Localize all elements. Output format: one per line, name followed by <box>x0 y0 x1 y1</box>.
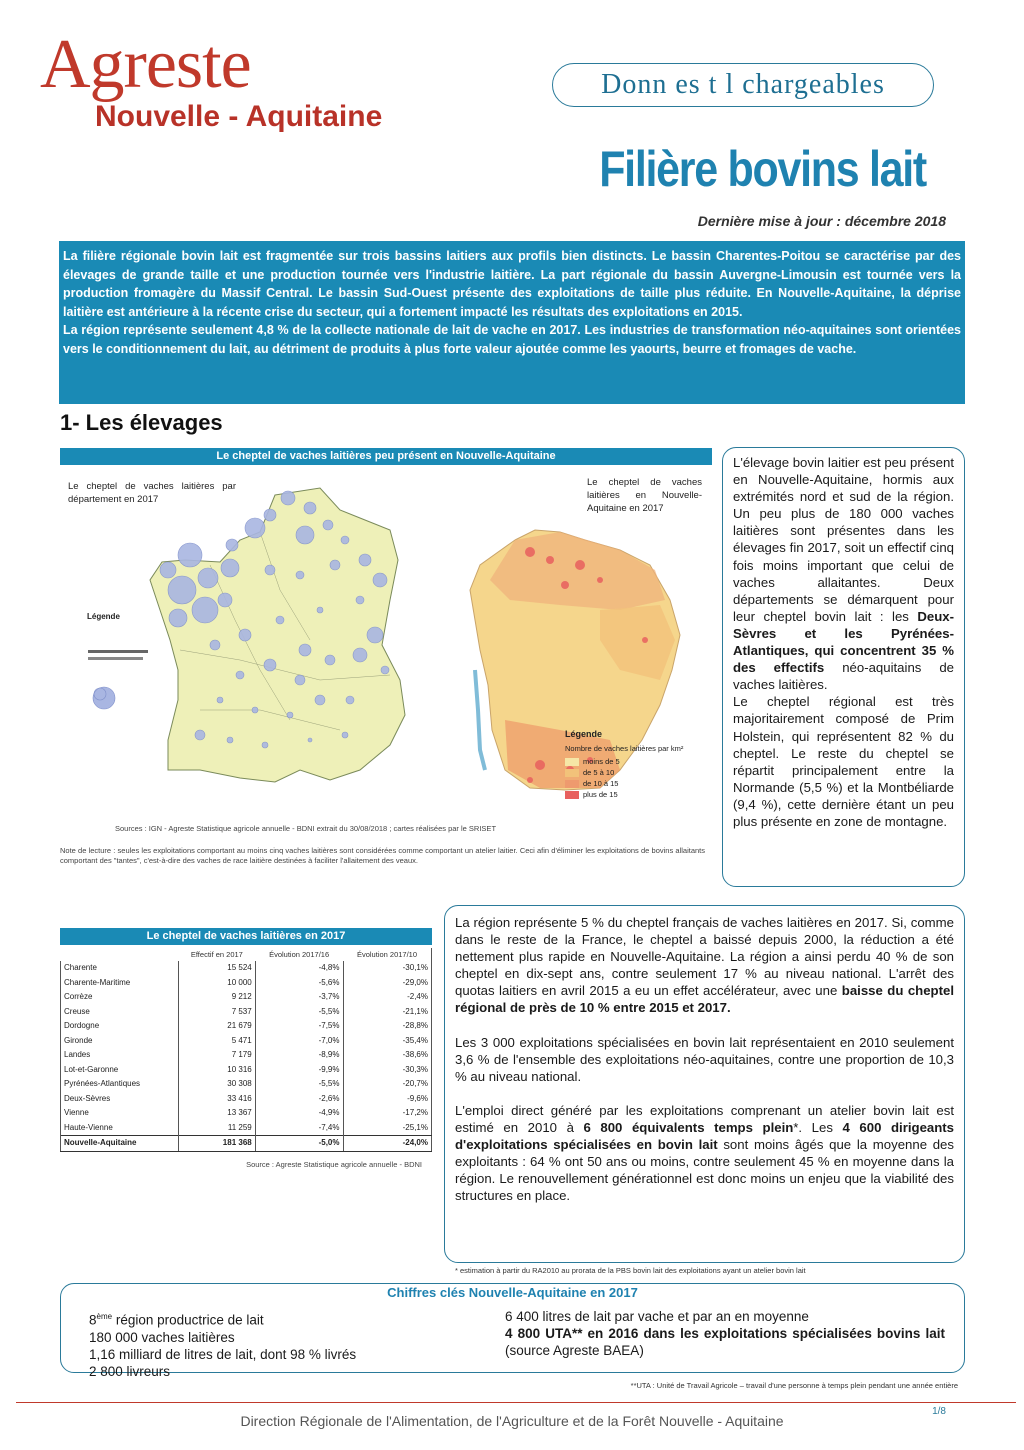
value-cell: -21,1% <box>343 1005 432 1020</box>
table-header-cell: Effectif en 2017 <box>190 950 243 959</box>
key-figures-right <box>505 1308 945 1359</box>
department-cell: Creuse <box>61 1005 179 1020</box>
department-cell: Nouvelle-Aquitaine <box>61 1136 179 1152</box>
value-cell: -9,6% <box>343 1092 432 1107</box>
livestock-text-2: néo-aquitains de vaches laitières. <box>733 660 954 693</box>
value-cell: 7 537 <box>179 1005 256 1020</box>
table-row <box>61 1106 432 1121</box>
legend-label: moins de 5 <box>583 757 620 766</box>
table-row <box>61 1034 432 1049</box>
left-legend-title: Légende <box>87 612 120 621</box>
ra2010-footnote: * estimation à partir du RA2010 au prorata de la PBS bovin lait des exploitations ayant un atelier bovin lait <box>455 1266 806 1275</box>
legend-label: de 5 à 10 <box>583 768 615 777</box>
key-figure-deliverers: 2 800 livreurs <box>89 1363 171 1379</box>
value-cell: 13 367 <box>179 1106 256 1121</box>
department-cell: Lot-et-Garonne <box>61 1063 179 1078</box>
value-cell: -9,9% <box>255 1063 343 1078</box>
herd-table <box>60 948 432 1152</box>
value-cell: -38,6% <box>343 1048 432 1063</box>
dairy-p3-highlight-a: 6 800 équivalents temps plein <box>583 1119 794 1135</box>
dairy-paragraph-3 <box>455 1102 954 1205</box>
value-cell: -4,9% <box>255 1106 343 1121</box>
value-cell: -2,4% <box>343 990 432 1005</box>
department-cell: Dordogne <box>61 1019 179 1034</box>
dairy-p1-highlight: baisse du cheptel régional de près de 10 % entre 2015 et 2017. <box>455 983 955 1016</box>
dairy-p1-text: La région représente 5 % du cheptel français de vaches laitières en 2017. Si, comme dans le reste de la France, le cheptel a baissé depuis 2000, la réduction a été nettement plus rapide en Nouvelle-Aquitaine. La région a ainsi perdu 40 % de son cheptel en dix-sept ans, contre seulement 17 % au niveau national. L'arrêt des quotas laitiers en avril 2015 a eu un effet accélérateur, avec une <box>455 915 954 999</box>
table-total-row <box>61 1136 432 1152</box>
table-row <box>61 961 432 976</box>
legend-label: de 10 à 15 <box>583 779 619 788</box>
table-row <box>61 976 432 991</box>
value-cell: 15 524 <box>179 961 256 976</box>
department-cell: Pyrénées-Atlantiques <box>61 1077 179 1092</box>
table-row <box>61 1092 432 1107</box>
value-cell: -4,8% <box>255 961 343 976</box>
intro-paragraph-2: La région représente seulement 4,8 % de la collecte nationale de lait de vache en 2017. Les industries de transformation néo-aquitaines sont orientées vers le conditionnement du lait, au détriment de produits à plus forte valeur ajoutée comme les yaourts, beurre et fromages de vache. <box>63 323 961 356</box>
uta-highlight: 4 800 UTA** en 2016 dans les exploitations spécialisées bovins lait <box>505 1326 945 1341</box>
left-map-caption: Le cheptel de vaches laitières par département en 2017 <box>68 481 236 505</box>
intro-paragraph-1: La filière régionale bovin lait est fragmentée sur trois bassins laitiers aux profils bien distincts. Le bassin Charentes-Poitou se caractérise par des élevages de grande taille et une production tournée vers l'industrie laitière. La part régionale du bassin Auvergne-Limousin est tournée vers la production fromagère du Massif Central. Le bassin Sud-Ouest présente des exploitations de taille plus réduite. En Nouvelle-Aquitaine, la déprise laitière est antérieure à la récente crise du secteur, qui a fortement impacté les résultats des exploitations en 2015. <box>63 249 961 319</box>
dairy-p3-text-c: sont moins âgés que la moyenne des exploitants : 64 % ont 50 ans ou moins, contre seulement 45 % en moyenne dans la région. Le renouvellement générationnel est donc moins un enjeu que la viabilité des structures en place. <box>455 1137 954 1204</box>
key-figures-box <box>60 1283 965 1379</box>
dairy-paragraph-2: Les 3 000 exploitations spécialisées en bovin lait représentaient en 2010 seulement 3,6 % de l'ensemble des exploitations néo-aquitaines, contre une proportion de 10,3 % au niveau national. <box>455 1034 954 1084</box>
table-header-cell: Évolution 2017/10 <box>356 950 418 959</box>
table-header-cell <box>61 948 179 961</box>
value-cell: 9 212 <box>179 990 256 1005</box>
value-cell: 11 259 <box>179 1121 256 1136</box>
department-cell: Charente <box>61 961 179 976</box>
value-cell: -29,0% <box>343 976 432 991</box>
dairy-p3-text-b: *. Les <box>793 1119 843 1135</box>
footer-divider <box>16 1402 1016 1403</box>
table-row <box>61 1121 432 1136</box>
value-cell: -24,0% <box>343 1136 432 1152</box>
right-map-caption: Le cheptel de vaches laitières en Nouvelle-Aquitaine en 2017 <box>587 477 702 514</box>
dairy-paragraph-1 <box>455 914 954 1017</box>
value-cell: 5 471 <box>179 1034 256 1049</box>
value-cell: -30,1% <box>343 961 432 976</box>
value-cell: 181 368 <box>179 1136 256 1152</box>
department-cell: Haute-Vienne <box>61 1121 179 1136</box>
rank-text: région productrice de lait <box>112 1312 264 1328</box>
dairy-p3-highlight-b: 4 600 dirigeants d'exploitations spécialisées en bovin lait <box>455 1119 955 1153</box>
value-cell: -3,7% <box>255 990 343 1005</box>
key-figure-rank <box>89 1308 356 1329</box>
legend-item <box>565 789 620 800</box>
maps-figure <box>60 470 712 865</box>
uta-source: (source Agreste BAEA) <box>505 1343 644 1358</box>
livestock-text-1: L'élevage bovin laitier est peu présent en Nouvelle-Aquitaine, hormis aux extrémités nord et sud de la région. Un peu plus de 180 000 vaches laitières sont présentes dans les élevages fin 2017, soit un effectif cinq fois moins important que celui de vaches allaitantes. Deux départements se démarquent pour leur cheptel bovin lait : les <box>733 455 954 624</box>
table-row <box>61 990 432 1005</box>
value-cell: -5,5% <box>255 1077 343 1092</box>
dairy-text-box <box>444 905 965 1263</box>
agreste-logo <box>40 26 440 133</box>
table-row <box>61 1063 432 1078</box>
department-cell: Landes <box>61 1048 179 1063</box>
value-cell: -30,3% <box>343 1063 432 1078</box>
department-cell: Corrèze <box>61 990 179 1005</box>
last-update: Dernière mise à jour : décembre 2018 <box>697 213 946 229</box>
value-cell: 33 416 <box>179 1092 256 1107</box>
legend-swatch <box>565 791 579 799</box>
table-body <box>61 961 432 1151</box>
department-cell: Charente-Maritime <box>61 976 179 991</box>
legend-swatch <box>565 769 579 777</box>
table-row <box>61 1048 432 1063</box>
footer-text: Direction Régionale de l'Alimentation, de l'Agriculture et de la Forêt Nouvelle - Aquitaine <box>240 1413 784 1429</box>
rank-suffix: ème <box>96 1312 113 1321</box>
intro-summary <box>59 241 965 404</box>
maps-title-bar: Le cheptel de vaches laitières peu présent en Nouvelle-Aquitaine <box>60 448 712 465</box>
value-cell: 7 179 <box>179 1048 256 1063</box>
value-cell: -25,1% <box>343 1121 432 1136</box>
key-figures-title: Chiffres clés Nouvelle-Aquitaine en 2017 <box>387 1285 638 1300</box>
key-figure-uta <box>505 1325 945 1359</box>
value-cell: 10 000 <box>179 976 256 991</box>
value-cell: -35,4% <box>343 1034 432 1049</box>
dairy-p3-text-a: L'emploi direct généré par les exploitations comprenant un atelier bovin lait est estimé en 2010 à <box>455 1102 954 1135</box>
value-cell: -5,5% <box>255 1005 343 1020</box>
value-cell: -17,2% <box>343 1106 432 1121</box>
rank-number: 8 <box>89 1312 97 1328</box>
maps-reading-note: Note de lecture : seules les exploitations comportant au moins cinq vaches laitières sont considérées comme comportant un atelier laitier. Ceci afin d'éliminer les exploitations de bovins allaitants comportant des "tantes", c'est-à-dire des vaches de race laitière destinées à faciliter l'allaitement des veaux. <box>60 846 705 865</box>
value-cell: 30 308 <box>179 1077 256 1092</box>
logo-word: Agreste <box>40 26 251 103</box>
key-figure-yield: 6 400 litres de lait par vache et par an en moyenne <box>505 1309 809 1324</box>
value-cell: -5,6% <box>255 976 343 991</box>
legend-item <box>565 767 620 778</box>
livestock-text-box <box>722 447 965 887</box>
value-cell: -7,0% <box>255 1034 343 1049</box>
maps-source: Sources : IGN - Agreste Statistique agricole annuelle - BDNI extrait du 30/08/2018 ; cartes réalisées par le SRISET <box>115 824 497 833</box>
key-figure-cows: 180 000 vaches laitières <box>89 1329 235 1345</box>
legend-item <box>565 778 620 789</box>
value-cell: -5,0% <box>255 1136 343 1152</box>
legend-swatch <box>565 758 579 766</box>
key-figure-milk: 1,16 milliard de litres de lait, dont 98 % livrés <box>89 1346 357 1362</box>
uta-footnote: **UTA : Unité de Travail Agricole – travail d'une personne à temps plein pendant une année entière <box>630 1381 958 1390</box>
table-row <box>61 1019 432 1034</box>
value-cell: -20,7% <box>343 1077 432 1092</box>
value-cell: -7,4% <box>255 1121 343 1136</box>
legend-swatch <box>565 780 579 788</box>
value-cell: 10 316 <box>179 1063 256 1078</box>
table-row <box>61 1077 432 1092</box>
herd-table-block <box>60 928 432 1169</box>
value-cell: -2,6% <box>255 1092 343 1107</box>
right-legend-title: Légende <box>565 729 603 739</box>
legend-label: plus de 15 <box>583 790 618 799</box>
value-cell: -28,8% <box>343 1019 432 1034</box>
value-cell: -7,5% <box>255 1019 343 1034</box>
value-cell: -8,9% <box>255 1048 343 1063</box>
legend-item <box>565 756 620 767</box>
page-number: 1/8 <box>932 1406 946 1417</box>
table-source: Source : Agreste Statistique agricole annuelle - BDNI <box>246 1159 422 1169</box>
table-title-bar: Le cheptel de vaches laitières en 2017 <box>60 928 432 945</box>
logo-region: Nouvelle - Aquitaine <box>95 100 383 133</box>
department-cell: Vienne <box>61 1106 179 1121</box>
value-cell: 21 679 <box>179 1019 256 1034</box>
page-title: Filière bovins lait <box>599 141 926 197</box>
right-legend-subtitle: Nombre de vaches laitières par km² <box>565 744 684 753</box>
section-title: 1- Les élevages <box>60 410 223 435</box>
table-header-cell: Évolution 2017/16 <box>269 950 330 959</box>
department-cell: Gironde <box>61 1034 179 1049</box>
livestock-text-3: Le cheptel régional est très majoritairement composé de Prim Holstein, qui représentent 82 % du cheptel. Le reste du cheptel se répartit principalement entre la Normande (5,5 %) et la Montbéliarde (9,4 %), cette dernière étant un peu plus présente en zone de montagne. <box>733 694 954 829</box>
download-badge[interactable]: Donn es t l chargeables <box>552 63 934 107</box>
right-legend-items <box>565 756 620 800</box>
table-row <box>61 1005 432 1020</box>
key-figures-left <box>89 1308 356 1380</box>
department-cell: Deux-Sèvres <box>61 1092 179 1107</box>
livestock-highlight: Deux-Sèvres et les Pyrénées-Atlantiques, qui concentrent 35 % des effectifs <box>733 608 954 676</box>
table-header-row <box>61 948 432 961</box>
